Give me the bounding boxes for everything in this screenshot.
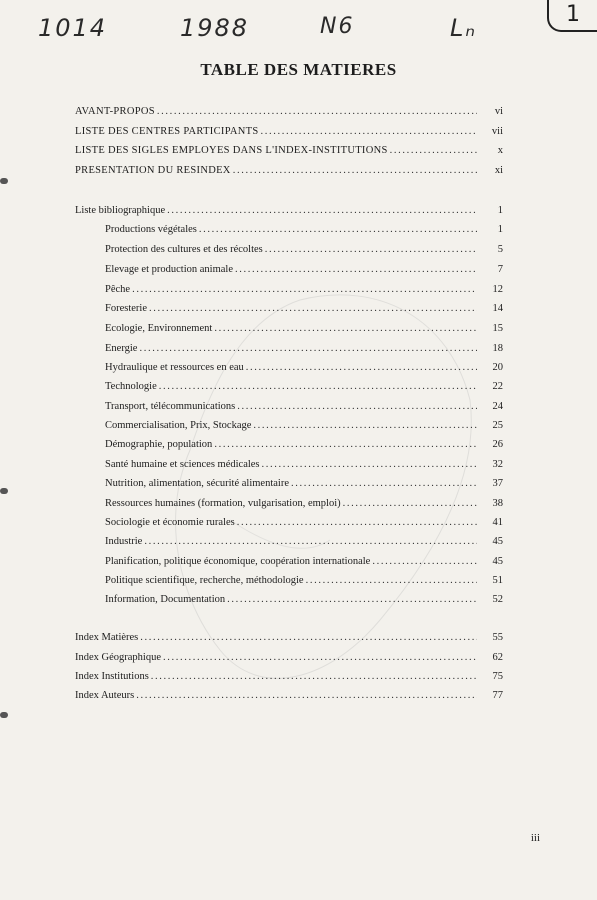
toc-subentry: Santé humaine et sciences médicales . . . 32 (105, 459, 503, 470)
handwritten-note: 1014 (38, 14, 108, 42)
toc-subentry: Energie . . . 18 (105, 343, 503, 354)
toc-subentry: Ressources humaines (formation, vulgarisation, emploi) . . . 38 (105, 498, 503, 509)
handwritten-note: 1988 (180, 14, 250, 42)
toc-entry: Index Géographique . . . 62 (75, 652, 503, 663)
page-title: TABLE DES MATIERES (200, 60, 397, 79)
toc-subentry: Elevage et production animale . . . 7 (105, 264, 503, 275)
toc-entry: PRESENTATION DU RESINDEX . . . xi (75, 165, 503, 176)
toc-subentry: Hydraulique et ressources en eau . . . 20 (105, 362, 503, 373)
toc-subentry: Politique scientifique, recherche, méthodologie . . . 51 (105, 575, 503, 586)
toc-subentry: Productions végétales . . . 1 (105, 224, 503, 235)
toc-subentry: Technologie . . . 22 (105, 381, 503, 392)
toc-entry: AVANT-PROPOS . . . vi (75, 106, 503, 117)
toc-entry: Index Matières . . . 55 (75, 632, 503, 643)
punch-hole (0, 712, 8, 718)
toc-subentry: Information, Documentation . . . 52 (105, 594, 503, 605)
toc-subentry: Planification, politique économique, coopération internationale . . . 45 (105, 556, 503, 567)
toc-entry: LISTE DES SIGLES EMPLOYES DANS L'INDEX-INSTITUTIONS . . . x (75, 145, 503, 156)
toc-subentry: Protection des cultures et des récoltes . . . 5 (105, 244, 503, 255)
toc-subentry: Sociologie et économie rurales . . . 41 (105, 517, 503, 528)
handwritten-note: N6 (320, 14, 355, 39)
toc-subentry: Transport, télécommunications . . . 24 (105, 401, 503, 412)
punch-hole (0, 178, 8, 184)
toc-entry: Index Auteurs . . . 77 (75, 690, 503, 701)
handwritten-note: Lₙ (450, 14, 477, 42)
toc-subentry: Démographie, population . . . 26 (105, 439, 503, 450)
toc-subentry: Pêche . . . 12 (105, 284, 503, 295)
toc-subentry: Ecologie, Environnement . . . 15 (105, 323, 503, 334)
toc-subentry: Nutrition, alimentation, sécurité alimentaire . . . 37 (105, 478, 503, 489)
toc-entry: Index Institutions . . . 75 (75, 671, 503, 682)
toc-entry: Liste bibliographique . . . 1 (75, 205, 503, 216)
punch-hole (0, 488, 8, 494)
toc-subentry: Foresterie . . . 14 (105, 303, 503, 314)
page-number: iii (530, 832, 540, 844)
toc-subentry: Commercialisation, Prix, Stockage . . . 25 (105, 420, 503, 431)
toc-entry: LISTE DES CENTRES PARTICIPANTS . . . vii (75, 126, 503, 137)
toc-subentry: Industrie . . . 45 (105, 536, 503, 547)
handwritten-corner-number: 1 (547, 0, 597, 32)
